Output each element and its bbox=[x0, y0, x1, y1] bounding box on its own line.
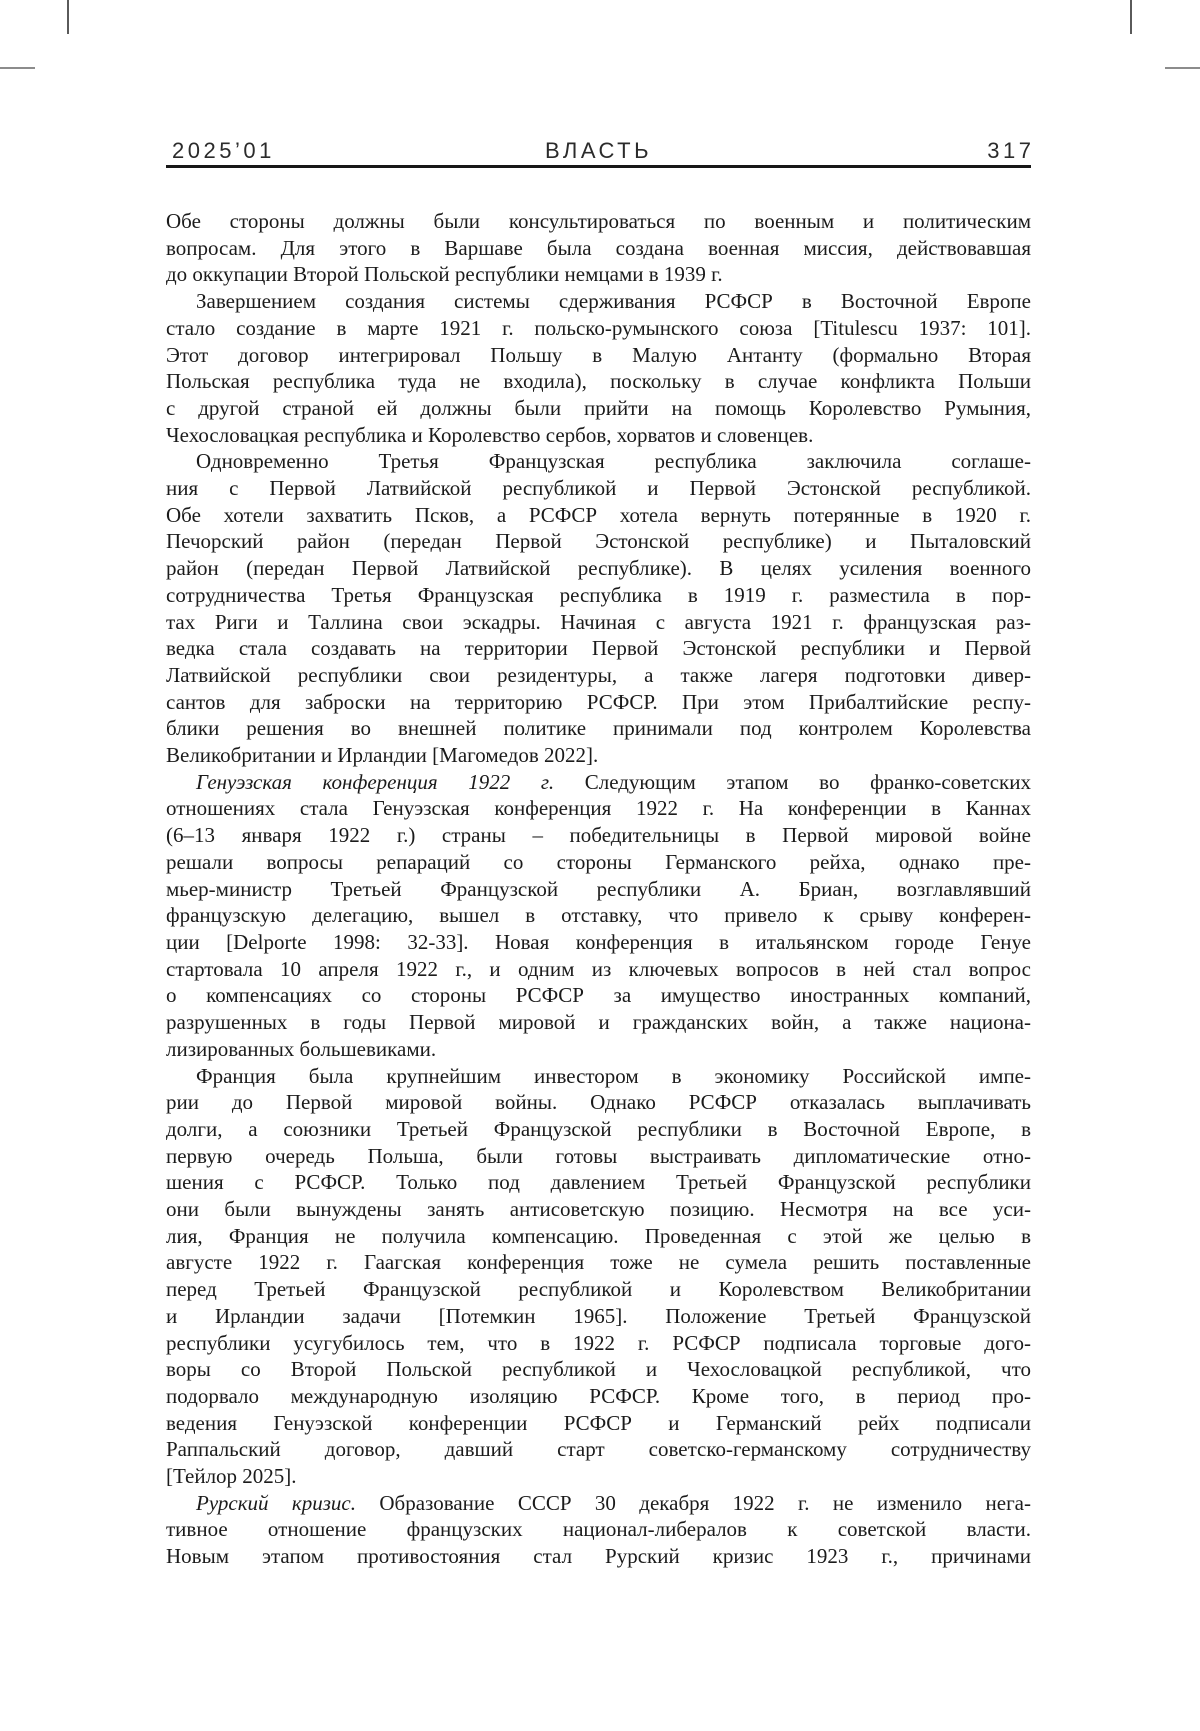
text-line: ции [Delporte 1998: 32-33]. Новая конференция в итальянском городе Генуе bbox=[166, 929, 1031, 954]
text-line: сотрудничества Третья Французская республика в 1919 г. разместила в пор- bbox=[166, 582, 1031, 607]
paragraph bbox=[166, 448, 1031, 768]
header-rule bbox=[166, 165, 1031, 168]
text-line: до оккупации Второй Польской республики немцами в 1939 г. bbox=[166, 262, 723, 287]
text-line: шения с РСФСР. Только под давлением Третьей Французской республики bbox=[166, 1170, 1031, 1195]
text-line: Раппальский договор, давший старт советско-германскому сотрудничеству bbox=[166, 1437, 1031, 1462]
text-line: они были вынуждены занять антисоветскую позицию. Несмотря на все уси- bbox=[166, 1197, 1031, 1222]
text-line: тах Риги и Таллина свои эскадры. Начиная с августа 1921 г. французская раз- bbox=[166, 609, 1031, 634]
text-line: августе 1922 г. Гаагская конференция тоже не сумела решить поставленные bbox=[166, 1250, 1031, 1275]
page-number: 317 bbox=[987, 138, 1035, 163]
text-line: район (передан Первой Латвийской республике). В целях усиления военного bbox=[166, 556, 1031, 581]
text-line: мьер-министр Третьей Французской республики А. Бриан, возглавлявший bbox=[166, 876, 1031, 901]
text-line: Рурский кризис. Образование СССР 30 декабря 1922 г. не изменило нега- bbox=[196, 1490, 1031, 1515]
text-line: республики усугубилось тем, что в 1922 г. РСФСР подписала торговые дого- bbox=[166, 1330, 1031, 1355]
text-line: Печорский район (передан Первой Эстонской республике) и Пыталовский bbox=[166, 529, 1031, 554]
text-line: подорвало международную изоляцию РСФСР. Кроме того, в период про- bbox=[166, 1383, 1031, 1408]
text-line: тивное отношение французских национал-либералов к советской власти. bbox=[166, 1517, 1031, 1542]
text-line: стартовала 10 апреля 1922 г., и одним из ключевых вопросов в ней стал вопрос bbox=[166, 956, 1031, 981]
text-line: отношениях стала Генуэзская конференция 1922 г. На конференции в Каннах bbox=[166, 796, 1031, 821]
paragraph bbox=[166, 1490, 1031, 1570]
text-line: Этот договор интегрировал Польшу в Малую Антанту (формально Вторая bbox=[166, 342, 1031, 367]
text-line: ведка стала создавать на территории Первой Эстонской республики и Первой bbox=[166, 636, 1031, 661]
text-line: Генуэзская конференция 1922 г. Следующим этапом во франко-советских bbox=[196, 769, 1031, 794]
text-line: ведения Генуэзской конференции РСФСР и Германский рейх подписали bbox=[166, 1410, 1031, 1435]
crop-mark-top-left-horizontal bbox=[0, 67, 35, 69]
text-line: рии до Первой мировой войны. Однако РСФСР отказалась выплачивать bbox=[166, 1090, 1031, 1115]
text-line: Новым этапом противостояния стал Рурский кризис 1923 г., причинами bbox=[166, 1544, 1031, 1569]
crop-mark-top-left-vertical bbox=[67, 0, 69, 34]
text-line: (6–13 января 1922 г.) страны – победительницы в Первой мировой войне bbox=[166, 823, 1031, 848]
text-line: с другой страной ей должны были прийти на помощь Королевство Румыния, bbox=[166, 395, 1031, 420]
text-line: решали вопросы репараций со стороны Германского рейха, однако пре- bbox=[166, 849, 1031, 874]
text-line: Латвийской республики свои резидентуры, а также лагеря подготовки дивер- bbox=[166, 662, 1031, 687]
text-line: лизированных большевиками. bbox=[166, 1036, 437, 1061]
text-line: лия, Франция не получила компенсацию. Проведенная с этой же целью в bbox=[166, 1223, 1031, 1248]
text-line: Обе хотели захватить Псков, а РСФСР хотела вернуть потерянные в 1920 г. bbox=[166, 502, 1031, 527]
text-line: французскую делегацию, вышел в отставку, что привело к срыву конферен- bbox=[166, 903, 1031, 928]
journal-issue: 2025’01 bbox=[172, 138, 275, 163]
text-line: Польская республика туда не входила), поскольку в случае конфликта Польши bbox=[166, 369, 1031, 394]
text-line: блики решения во внешней политике принимали под контролем Королевства bbox=[166, 716, 1031, 741]
article-body bbox=[166, 208, 1031, 1570]
text-line: о компенсациях со стороны РСФСР за имущество иностранных компаний, bbox=[166, 983, 1031, 1008]
text-line: сантов для заброски на территорию РСФСР. При этом Прибалтийские респу- bbox=[166, 689, 1031, 714]
text-line: Одновременно Третья Французская республика заключила соглаше- bbox=[196, 449, 1031, 474]
run-in-heading: Генуэзская конференция 1922 г. bbox=[196, 769, 555, 794]
text-line: [Тейлор 2025]. bbox=[166, 1464, 297, 1489]
journal-title: ВЛАСТЬ bbox=[544, 138, 653, 163]
run-in-heading: Рурский кризис. bbox=[196, 1490, 356, 1515]
text-line: воры со Второй Польской республикой и Чехословацкой республикой, что bbox=[166, 1357, 1031, 1382]
text-line: вопросам. Для этого в Варшаве была создана военная миссия, действовавшая bbox=[166, 235, 1031, 260]
text-line: разрушенных в годы Первой мировой и гражданских войн, а также национа- bbox=[166, 1010, 1031, 1035]
paragraph bbox=[166, 769, 1031, 1063]
text-line: Франция была крупнейшим инвестором в экономику Российской импе- bbox=[196, 1063, 1031, 1088]
text-line: ния с Первой Латвийской республикой и Первой Эстонской республикой. bbox=[166, 476, 1031, 501]
text-line: и Ирландии задачи [Потемкин 1965]. Положение Третьей Французской bbox=[166, 1303, 1031, 1328]
paragraph bbox=[166, 288, 1031, 448]
text-line: долги, а союзники Третьей Французской республики в Восточной Европе, в bbox=[166, 1116, 1031, 1141]
text-line: Обе стороны должны были консультироваться по военным и политическим bbox=[166, 209, 1031, 233]
text-line: стало создание в марте 1921 г. польско-румынского союза [Titulescu 1937: 101]. bbox=[166, 315, 1031, 340]
text-line: перед Третьей Французской республикой и Королевством Великобритании bbox=[166, 1277, 1031, 1302]
text-line: Чехословацкая республика и Королевство сербов, хорватов и словенцев. bbox=[166, 422, 814, 447]
paragraph bbox=[166, 208, 1031, 288]
crop-mark-top-right-vertical bbox=[1130, 0, 1132, 34]
crop-mark-top-right-horizontal bbox=[1165, 67, 1200, 69]
paragraph bbox=[166, 1063, 1031, 1490]
running-head bbox=[166, 138, 1035, 164]
text-line: Завершением создания системы сдерживания РСФСР в Восточной Европе bbox=[196, 289, 1031, 314]
text-line: Великобритании и Ирландии [Магомедов 2022]. bbox=[166, 743, 599, 768]
text-line: первую очередь Польша, были готовы выстраивать дипломатические отно- bbox=[166, 1143, 1031, 1168]
